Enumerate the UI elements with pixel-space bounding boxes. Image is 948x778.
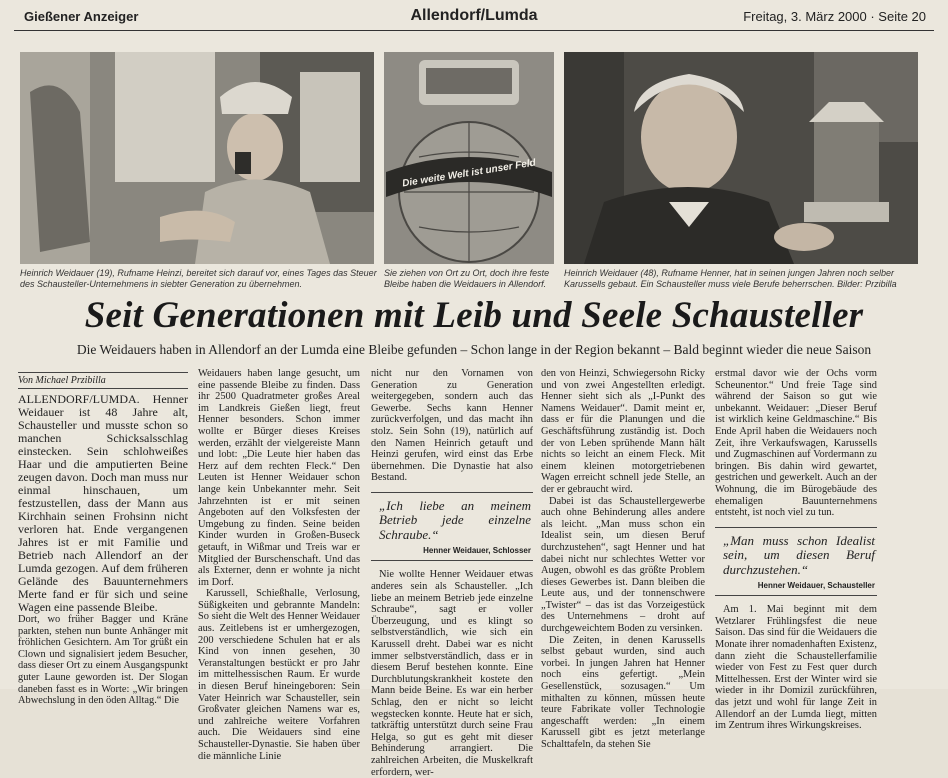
section-title: Allendorf/Lumda (410, 7, 538, 24)
body-paragraph: Weidauers haben lange gesucht, um eine passende Bleibe zu finden. Dass ihr 2500 Quadratmeter großes Areal im Landkreis Gießen liegt, freut Henner besonders. Schon immer wollte er Bürger dieses Kreises werden, erzählt der vielgereiste Mann und lobt: „Die Leute hier haben das Herz auf dem rechten Fleck.“ Den Leuten ist Henner Weidauer schon lange kein Unbekannter mehr. Seit Jahrzehnten ist er mit seinen Angeboten auf den Volksfesten der Umgebung zu finden. Seine beiden Kinder wurden in Großen-Buseck getauft, in Wißmar und Treis war er Mitglied der Burschenschaft. Und das als Externer, denn er wohnte ja nicht im Dorf. (198, 368, 360, 588)
caption-photo-henner: Heinrich Weidauer (48), Rufname Henner, hat in seinen jungen Jahren noch selber Karussells gebaut. Ein Schausteller muss viele Berufe beherrschen. Bilder: Przibilla (564, 268, 897, 289)
body-paragraph: Am 1. Mai beginnt mit dem Wetzlarer Frühlingsfest die neue Saison. Das sind für die Weidauers die Monate ihrer nomadenhaften Existenz, dann zieht die Schaustellerfamilie wieder von Fest zu Fest quer durch Mittelhessen. Erst der Winter wird sie wieder in ihr Domizil zurückführen, das jetzt und wohl für lange Zeit in Allendorf an der Lumda liegt, mitten im Zentrum ihres Wirkungskreises. (715, 604, 877, 732)
body-paragraph: Dabei ist das Schaustellergewerbe auch ohne Behinderung alles andere als leicht. „Man muss schon ein Idealist sein, um diesen Beruf durchzustehen“, sagt Henner und hat dabei nicht nur schlechtes Wetter vor Augen, obwohl es das größte Problem dieses Gewerbes ist. Dann bleiben die Leute aus, und der tonnenschwere „Twister“ – das ist das Vorzeigestück des Unternehmens – droht auf durchgeweichtem Boden zu versinken. (541, 495, 705, 635)
article-column-4 (541, 368, 705, 750)
body-paragraph: Nie wollte Henner Weidauer etwas anderes sein als Schausteller. „Ich liebe an meinem Betrieb jede einzelne Schraube“, sagt er voller Überzeugung, und es klingt so selbstverständlich, wie sich ein Karussell dreht. Dabei war es nicht immer selbstverständlich, dass er in diesem Beruf bestehen konnte. Eine Durchblutungskrankheit kostete den Mann beide Beine. Es war ein herber Schlag, den er nicht so leicht wegstecken konnte. Heute hat er sich, tatkräftig unterstützt durch seine Frau Helga, so gut es geht mit dieser Behinderung arrangiert. Die zahlreichen Arbeiten, die Muskelkraft erfordern, wer- (371, 569, 533, 778)
pull-quote-author: Henner Weidauer, Schausteller (757, 581, 875, 591)
pull-quote-1 (371, 492, 533, 562)
header-rule (14, 30, 934, 31)
pull-quote-text: „Ich liebe an meinem Betrieb jede einzelne Schraube.“ (379, 497, 531, 542)
page-header (14, 6, 934, 28)
photo-heinzi (20, 52, 374, 264)
caption-photo-globe: Sie ziehen von Ort zu Ort, doch ihre feste Bleibe haben die Weidauers in Allendorf. (384, 268, 550, 289)
issue-date: Freitag, 3. März 2000 · Seite 20 (743, 9, 926, 24)
pull-quote-author: Henner Weidauer, Schlosser (423, 546, 531, 556)
caption-photo-heinzi: Heinrich Weidauer (19), Rufname Heinzi, bereitet sich darauf vor, eines Tages das Steuer des Schausteller-Unternehmens in siebter Generation zu übernehmen. (20, 268, 377, 289)
lead-paragraph: ALLENDORF/LUMDA. Henner Weidauer ist 48 Jahre alt, Schausteller und musste schon so manchen Schicksalsschlag einstecken. Sein schlohweißes Haar und die amputierten Beine zeugen davon. Doch man muss nur einmal hinschauen, um festzustellen, dass der Mann aus Kirchhain seinen Frohsinn nicht verloren hat. Ende vergangenen Jahres ist er mit Familie und Betrieb nach Allendorf an der Lumda gezogen. Auf dem früheren Gelände des Bauunternehmers Merte fand er für sich und seine Wagen eine passende Bleibe. (18, 392, 188, 614)
pull-quote-2 (715, 527, 877, 597)
byline: Von Michael Przibilla (18, 372, 188, 389)
publication-name: Gießener Anzeiger (24, 9, 139, 24)
article-column-5 (715, 368, 877, 732)
photo-henner (564, 52, 918, 264)
body-paragraph: Karussell, Schießhalle, Verlosung, Süßigkeiten und gebrannte Mandeln: So sieht die Welt des Henner Weidauer aus. Zeitlebens ist er umhergezogen, 200 verschiedene Schulen hat er als Kind von innen gesehen, 30 Veranstaltungen bestückt er pro Jahr im mittelhessischen Raum. Er wurde in diesen Beruf hineingeboren: Sein Vater Heinrich war Schausteller, sein Großvater gleichen Namens war es, und zahlreiche weitere Vorfahren auch. Die Weidauers sind eine Schausteller-Dynastie. Sie haben über die männliche Linie (198, 588, 360, 762)
body-paragraph: Dort, wo früher Bagger und Kräne parkten, stehen nun bunte Anhänger mit fröhlichen Gesichtern. Am Tor grüßt ein Clown und signalisiert jedem Besucher, dass dieser Ort zu einem Ausgangspunkt guter Laune geworden ist. Der Slogan daneben fasst es in Worte: „Wir bringen Abwechslung in den öden Alltag.“ Die (18, 614, 188, 707)
photo-globe (384, 52, 554, 264)
globe-banner-text: Die weite Welt ist unser Feld (401, 157, 537, 190)
article-headline: Seit Generationen mit Leib und Seele Schausteller (84, 295, 864, 336)
article-column-1 (18, 368, 188, 707)
body-paragraph: den von Heinzi, Schwiegersohn Ricky und von zwei Angestellten erledigt. Henner sieht sich als „I-Punkt des Namens Weidauer“. Damit meint er, dass er für die Planungen und die Geschäftsführung zuständig ist. Doch der von Leben sprühende Mann hält nichts so leicht an einem Fleck. Mit einem kleinen motorgetriebenen Wagen erreicht schnell jede Stelle, an der er gebraucht wird. (541, 368, 705, 495)
article-column-2 (198, 368, 360, 762)
body-paragraph: Die Zeiten, in denen Karussells selbst gebaut wurden, sind auch vorbei. In jungen Jahren hat Henner noch eins gefertigt. „Mein Gesellenstück, sozusagen.“ Um mithalten zu können, müssen heute teure Fabrikate voller Technologie angeschafft werden: „In einem Karussell gibt es jetzt meterlange Schalttafeln, da stehen Sie (541, 634, 705, 750)
body-paragraph: erstmal davor wie der Ochs vorm Scheunentor.“ Und freie Tage sind während der Saison so gut wie unbekannt. Weidauer: „Dieser Beruf ist wirklich keine Geldmaschine.“ Bis Ende April haben die Weidauers noch Zeit, ihre Verkaufswagen, Karussells und Zugmaschinen auf Vordermann zu bringen. Bis dahin wird gewartet, gestrichen und gewerkelt. Auch an der Wohnung, die im Bürogebäude des ehemaligen Bauunternehmens entsteht, ist noch viel zu tun. (715, 368, 877, 519)
article-column-3 (371, 368, 533, 778)
pull-quote-text: „Man muss schon Idealist sein, um diesen Beruf durchzustehen.“ (723, 532, 875, 577)
article-subheadline: Die Weidauers haben in Allendorf an der Lumda eine Bleibe gefunden – Schon lange in der Region bekannt – Bald beginnt wieder die neue Saison (76, 342, 872, 357)
body-paragraph: nicht nur den Vornamen von Generation zu Generation weitergegeben, sondern auch das Gewerbe. Sechs kann Henner zurückverfolgen, und das macht ihn stolz. Sein Sohn (19), natürlich auf den Namen Heinrich getauft und Heinzi gerufen, wird einst das Erbe übernehmen. Die Dynastie hat also Bestand. (371, 368, 533, 484)
